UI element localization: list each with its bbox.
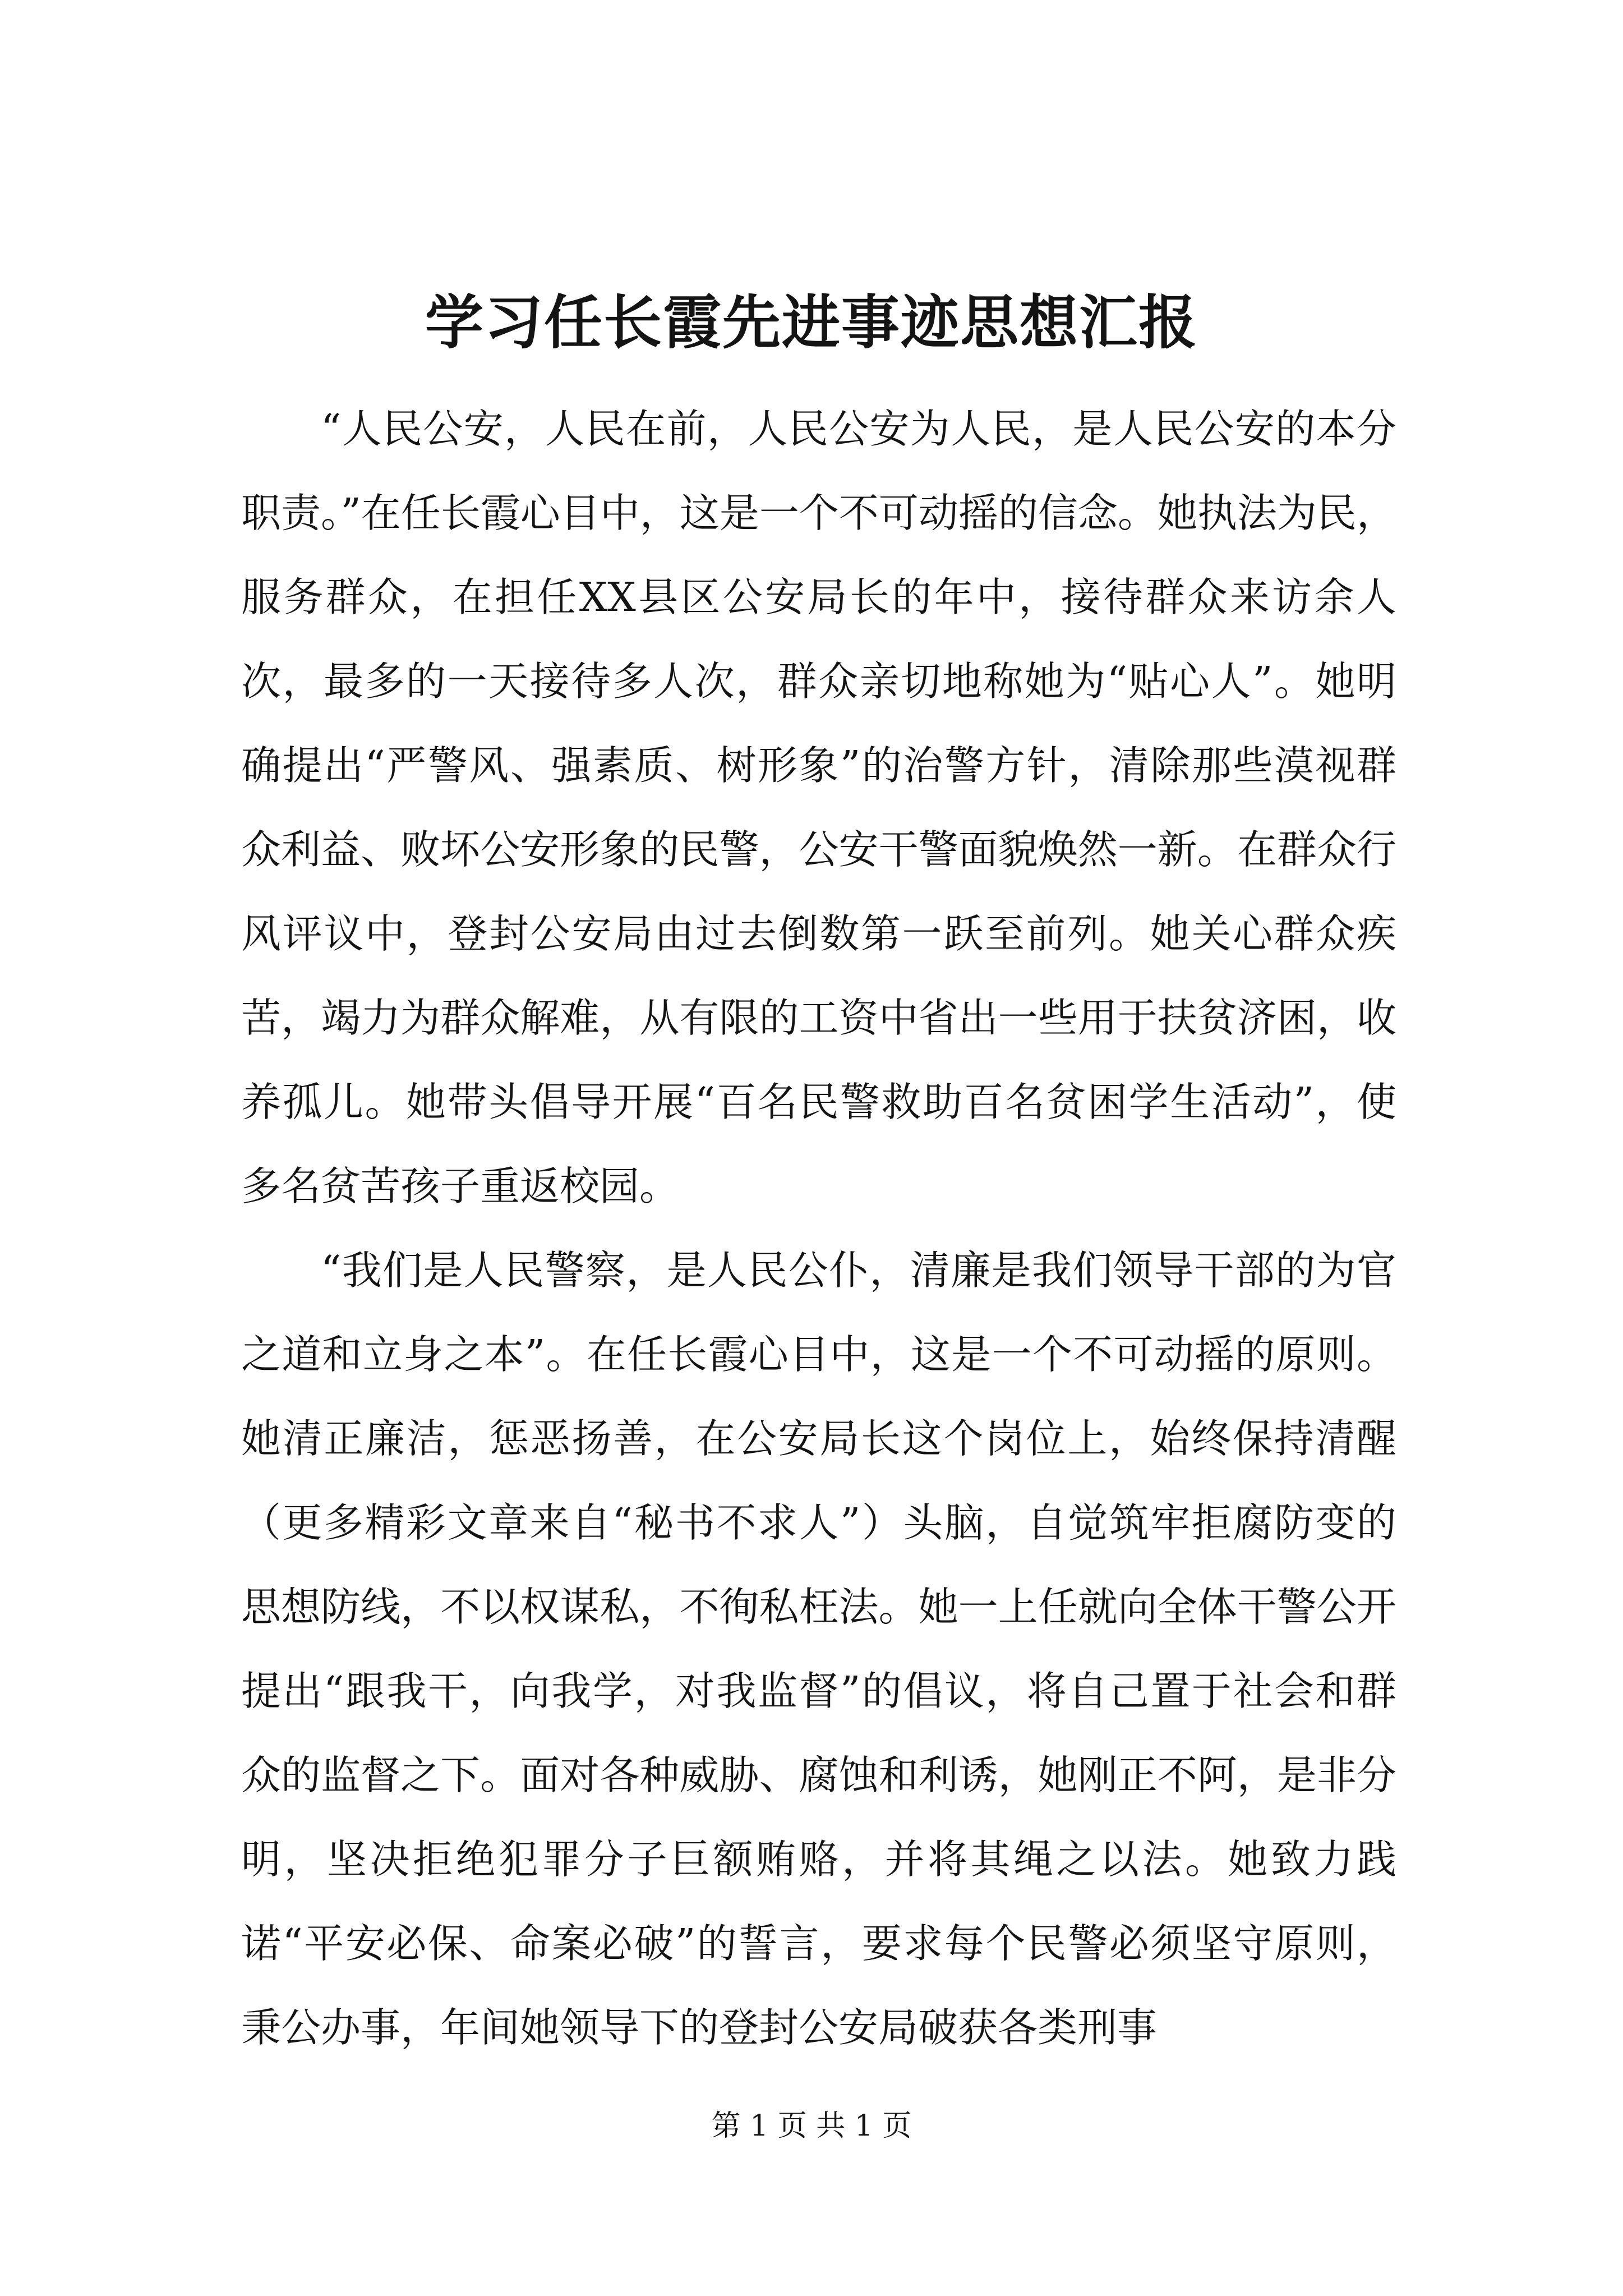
document-title: 学习任长霞先进事迹思想汇报 [425, 288, 1198, 357]
paragraph-2: “我们是人民警察，是人民公仆，清廉是我们领导干部的为官之道和立身之本”。在任长霞心目中，这是一个不可动摇的原则。她清正廉洁，惩恶扬善，在公安局长这个岗位上，始终保持清醒（更多精彩文章来自“秘书不求人”）头脑，自觉筑牢拒腐防变的思想防线，不以权谋私，不徇私枉法。她一上任就向全体干警公开提出“跟我干，向我学，对我监督”的倡议，将自己置于社会和群众的监督之下。面对各种威胁、腐蚀和利诱，她刚正不阿，是非分明，坚决拒绝犯罪分子巨额贿赂，并将其绳之以法。她致力践诺“平安必保、命案必破”的誓言，要求每个民警必须坚守原则，秉公办事，年间她领导下的登封公安局破获各类刑事 [241, 1247, 1396, 2051]
page-footer: 第 1 页 共 1 页 [711, 2109, 912, 2143]
paragraph-1: “人民公安，人民在前，人民公安为人民，是人民公安的本分职责。”在任长霞心目中，这是一个不可动摇的信念。她执法为民，服务群众，在担任XX县区公安局长的年中，接待群众来访余人次，最多的一天接待多人次，群众亲切地称她为“贴心人”。她明确提出“严警风、强素质、树形象”的治警方针，清除那些漠视群众利益、败坏公安形象的民警，公安干警面貌焕然一新。在群众行风评议中，登封公安局由过去倒数第一跃至前列。她关心群众疾苦，竭力为群众解难，从有限的工资中省出一些用于扶贫济困，收养孤儿。她带头倡导开展“百名民警救助百名贫困学生活动”，使多名贫苦孩子重返校园。 [241, 406, 1396, 1209]
document-body [241, 387, 1396, 2070]
